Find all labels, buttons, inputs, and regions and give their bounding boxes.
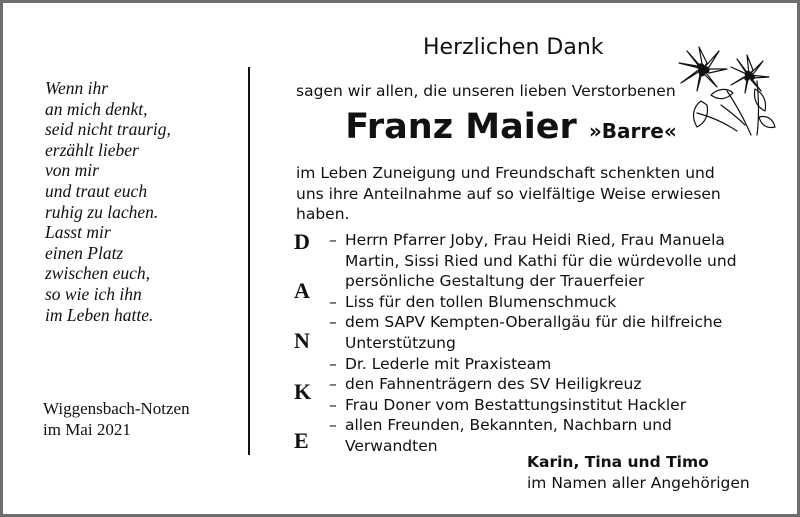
thanks-list — [329, 230, 779, 457]
thanks-item — [329, 374, 779, 395]
danke-letter: D — [294, 229, 310, 254]
dash: – — [329, 375, 337, 394]
thanks-line: Unterstützung — [345, 333, 456, 352]
thanks-line: den Fahnenträgern des SV Heiligkreuz — [345, 375, 642, 394]
poem-line: zwischen euch, — [45, 263, 150, 284]
thanks-line: Liss für den tollen Blumenschmuck — [345, 292, 617, 311]
dash: – — [329, 416, 337, 435]
poem-line: von mir — [45, 160, 99, 181]
thanks-item — [329, 415, 779, 456]
dash: – — [329, 354, 337, 373]
thanks-item — [329, 312, 779, 353]
poem-line: erzählt lieber — [45, 139, 139, 160]
gratitude-text — [296, 163, 766, 225]
dash: – — [329, 231, 337, 249]
thanks-line: Verwandten — [345, 436, 438, 455]
thanks-line: Herrn Pfarrer Joby, Frau Heidi Ried, Frau Manuela — [345, 231, 725, 249]
place-and-date — [43, 399, 243, 440]
thanks-line: Frau Doner vom Bestattungsinstitut Hackler — [345, 395, 687, 414]
signoff — [527, 452, 787, 494]
poem-line: so wie ich ihn — [45, 283, 142, 304]
thanks-item — [329, 354, 779, 375]
signoff-relation: im Namen aller Angehörigen — [527, 474, 750, 492]
thanks-item — [329, 395, 779, 416]
thanks-item — [329, 230, 779, 292]
poem-line: und traut euch — [45, 180, 148, 201]
thanks-line: persönliche Gestaltung der Trauerfeier — [345, 272, 645, 291]
signoff-names: Karin, Tina und Timo — [527, 453, 709, 471]
poem-line: einen Platz — [45, 242, 124, 263]
heading: Herzlichen Dank — [423, 35, 604, 60]
thanks-line: Dr. Lederle mit Praxisteam — [345, 354, 552, 373]
deceased-name-line — [296, 107, 726, 147]
poem-line: im Leben hatte. — [45, 304, 154, 325]
poem-line: ruhig zu lachen. — [45, 201, 159, 222]
thanks-line: Martin, Sissi Ried und Kathi für die würdevolle und — [345, 251, 737, 270]
danke-letter: K — [294, 379, 312, 404]
poem-line: Lasst mir — [45, 222, 111, 243]
thanks-line: dem SAPV Kempten-Oberallgäu für die hilfreiche — [345, 313, 723, 332]
poem-line: Wenn ihr — [45, 78, 109, 98]
thanks-item — [329, 292, 779, 313]
dash: – — [329, 395, 337, 414]
deceased-nickname: »Barre« — [588, 119, 677, 143]
danke-letter: E — [294, 428, 309, 453]
deceased-name: Franz Maier — [345, 107, 577, 147]
danke-letter: N — [294, 328, 310, 353]
date: im Mai 2021 — [43, 419, 131, 439]
body-line: haben. — [296, 205, 350, 224]
location: Wiggensbach-Notzen — [43, 399, 190, 418]
danke-letter: A — [294, 278, 310, 303]
poem-line: an mich denkt, — [45, 98, 148, 119]
body-line: uns ihre Anteilnahme auf so vielfältige Weise erwiesen — [296, 184, 721, 203]
thanks-line: allen Freunden, Bekannten, Nachbarn und — [345, 416, 672, 435]
dash: – — [329, 292, 337, 311]
memorial-poem — [45, 78, 235, 325]
intro-text: sagen wir allen, die unseren lieben Verstorbenen — [296, 82, 676, 100]
poem-line: seid nicht traurig, — [45, 119, 171, 140]
body-line: im Leben Zuneigung und Freundschaft schenkten und — [296, 164, 715, 182]
vertical-divider — [248, 67, 250, 455]
dash: – — [329, 313, 337, 332]
